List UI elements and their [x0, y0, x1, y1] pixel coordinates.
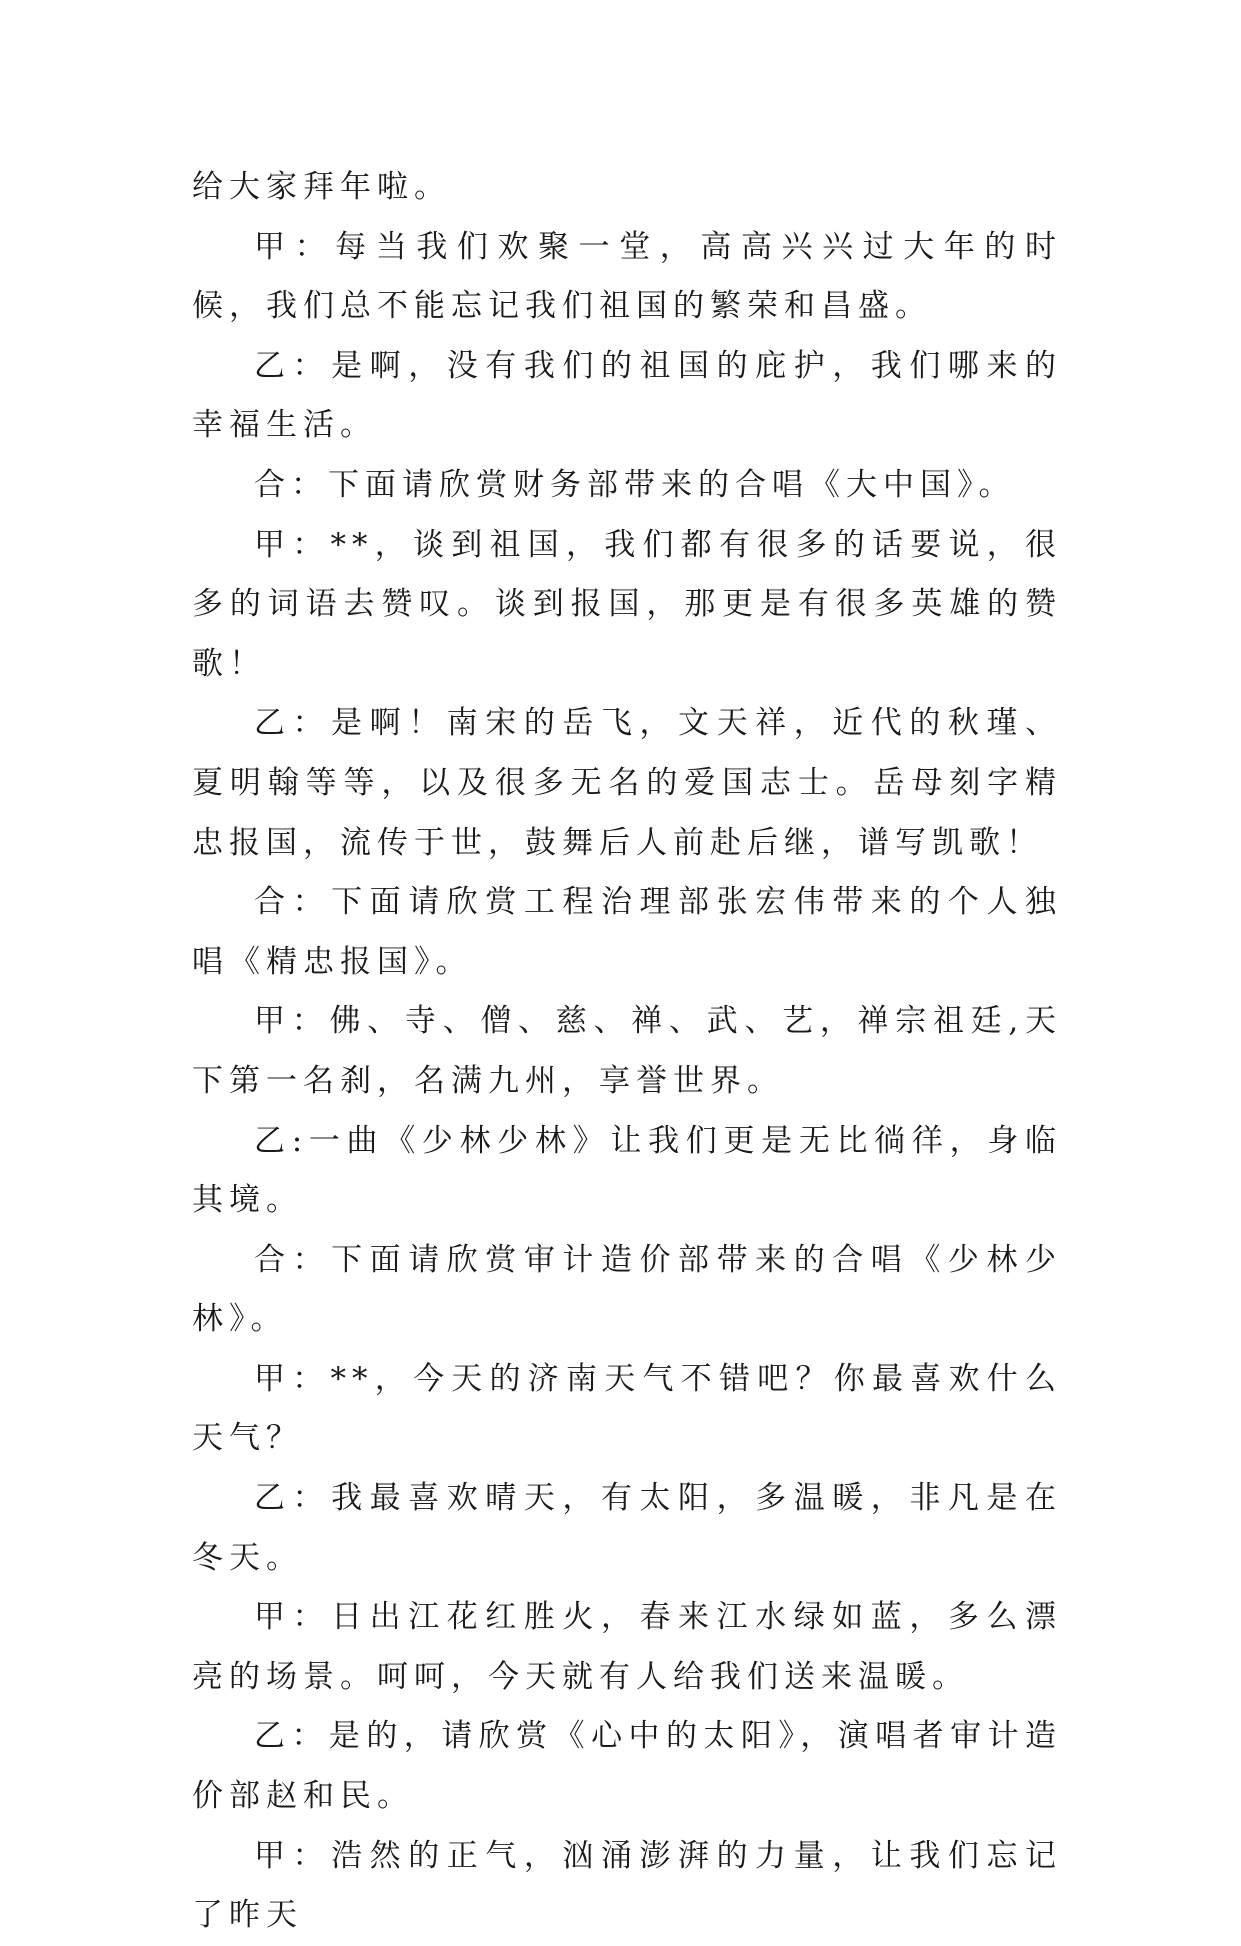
paragraph: 乙：是的，请欣赏《心中的太阳》，演唱者审计造价部赵和民。 [192, 1718, 1062, 1815]
paragraph: 合：下面请欣赏审计造价部带来的合唱《少林少林》。 [192, 1241, 1062, 1338]
paragraph: 乙：我最喜欢晴天，有太阳，多温暖，非凡是在冬天。 [192, 1480, 1062, 1576]
paragraph: 甲：浩然的正气，汹涌澎湃的力量，让我们忘记了昨天 [192, 1837, 1062, 1934]
paragraph: 合：下面请欣赏工程治理部张宏伟带来的个人独唱《精忠报国》。 [192, 884, 1062, 980]
paragraph: 甲：**，谈到祖国，我们都有很多的话要说，很多的词语去赞叹。谈到报国，那更是有很多英雄的赞歌！ [192, 526, 1062, 682]
paragraph: 乙：是啊，没有我们的祖国的庇护，我们哪来的幸福生活。 [192, 347, 1062, 444]
paragraph: 合：下面请欣赏财务部带来的合唱《大中国》。 [254, 466, 1016, 503]
paragraph: 甲：**，今天的济南天气不错吧？你最喜欢什么天气？ [192, 1360, 1062, 1457]
paragraph: 乙:一曲《少林少林》让我们更是无比徜徉，身临其境。 [192, 1122, 1062, 1219]
paragraph: 甲：每当我们欢聚一堂，高高兴兴过大年的时候，我们总不能忘记我们祖国的繁荣和昌盛。 [192, 228, 1062, 325]
document-body [192, 158, 1062, 1946]
paragraph: 乙：是啊！南宋的岳飞，文天祥，近代的秋瑾、夏明翰等等，以及很多无名的爱国志士。岳母刻字精忠报国，流传于世，鼓舞后人前赴后继，谱写凯歌！ [192, 705, 1062, 861]
paragraph: 给大家拜年啦。 [192, 169, 451, 205]
paragraph: 甲：日出江花红胜火，春来江水绿如蓝，多么漂亮的场景。呵呵，今天就有人给我们送来温暖。 [192, 1599, 1062, 1695]
paragraph: 甲：佛、寺、僧、慈、禅、武、艺，禅宗祖廷,天下第一名刹，名满九州，享誉世界。 [192, 1003, 1062, 1099]
